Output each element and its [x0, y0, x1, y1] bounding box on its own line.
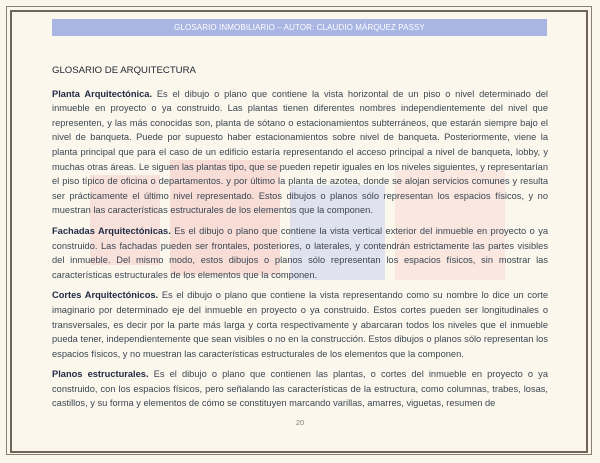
entry-paragraph: [52, 87, 548, 218]
document-body: [52, 64, 548, 417]
entry-text: Es el dibujo o plano que contiene la vista horizontal de un piso o nivel determinado del inmueble en proyecto o ya construido. Las plantas tienen diferentes nombres independientemente del nivel que representen, y las más conocidas son, planta de sótano o estacionamientos subterráneos, que estarán siempre bajo el nivel de banqueta. Puede por supuesto haber estacionamientos sobre nivel de banqueta. Posteriormente, viene la planta principal que para el caso de un edificio estaría representando el acceso principal a nivel de banqueta, lobby, y muchas otras áreas. Le siguen las plantas tipo, que se pueden repetir iguales en los niveles siguientes, y representarían el piso típico de oficina o departamentos. y por último la planta de azotea, donde se alojan servicios comunes y resulta ser prácticamente el último nivel representado. Estos dibujos o planos sólo representan los espacios físicos, y no muestran las características estructurales de los elementos que la componen.: [52, 88, 548, 216]
entry-text: Es el dibujo o plano que contiene la vista representando como su nombre lo dice un corte imaginario por determinado eje del inmueble en proyecto o ya construido. Estos cortes pueden ser longitudinales o transversales, es decir por la parte más larga y corta respectivamente y abarcaran todos los niveles que el inmueble pueda tener, independientemente que sean visibles o no en la construcción. Estos dibujos o planos sólo representan los espacios físicos, y no muestran las características estructurales de los elementos que la componen.: [52, 290, 548, 359]
entry-paragraph: [52, 288, 548, 361]
entry-paragraph: [52, 224, 548, 282]
page-number: 20: [295, 418, 305, 427]
entry-term: Planos estructurales.: [52, 369, 149, 380]
entry-text: Es el dibujo o plano que contiene la vista vertical exterior del inmueble en proyecto o ya construido. Las fachadas pueden ser frontales, posteriores, o laterales, y contendrán estrictamente las partes visibles del inmueble. Del mismo modo, estos dibujos o planos sólo representan los espacios físicos, sin mostrar las características estructurales de los elementos que la componen.: [52, 225, 549, 280]
running-header: GLOSARIO INMOBILIARIO – AUTOR: CLAUDIO MÁRQUEZ PASSY: [52, 19, 547, 36]
section-title: GLOSARIO DE ARQUITECTURA: [52, 65, 196, 76]
entry-text: Es el dibujo o plano que contienen las plantas, o cortes del inmueble en proyecto o ya construido, con los espacios físicos, pero señalando las características de la estructura, como columnas, trabes, losas, castillos, y su forma y elementos de cómo se constituyen marcando varillas, amarres, viguetas, resumen de: [52, 369, 548, 409]
entry-term: Planta Arquitectónica.: [52, 88, 153, 99]
entry-paragraph: [52, 367, 548, 411]
entry-term: Cortes Arquitectónicos.: [52, 290, 159, 301]
entry-term: Fachadas Arquitectónicas.: [52, 225, 171, 236]
